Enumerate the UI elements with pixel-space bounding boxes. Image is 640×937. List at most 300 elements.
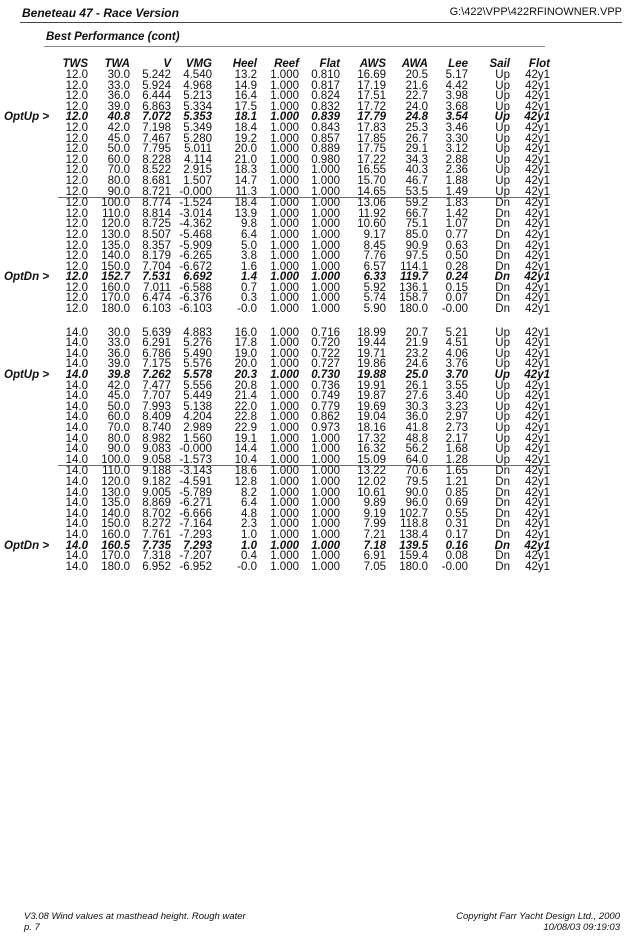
cell-twa: 40.8 [107,111,130,124]
cell-reef: 1.000 [270,400,299,413]
cell-tws: 14.0 [65,358,88,371]
cell-twa: 135.0 [101,239,130,252]
cell-flat: 0.716 [311,326,340,339]
cell-aws: 19.88 [357,369,386,382]
cell-twa: 42.0 [107,379,130,392]
cell-awa: 90.9 [405,239,428,252]
row-label: OptUp > [4,369,50,382]
cell-vmg: -3.143 [171,466,212,477]
cell-v: 6.952 [142,560,171,573]
cell-lee: 1.65 [428,466,468,477]
cell-twa: 30.0 [107,69,130,81]
cell-reef: 1.000 [257,198,299,209]
cell-twa: 100.0 [101,453,130,466]
cell-flot: 42y1 [525,486,550,499]
cell-sail: Dn [495,207,510,220]
cell-aws: 17.83 [357,121,386,134]
cell-v: 8.721 [142,185,171,198]
cell-flat: 0.889 [311,143,340,156]
cell-heel: 4.8 [241,507,257,520]
cell-tws: 14.0 [65,432,88,445]
cell-tws: 14.0 [65,347,88,360]
cell-vmg: -3.014 [179,207,212,220]
cell-aws: 11.92 [358,207,386,220]
cell-awa: 64.0 [405,453,428,466]
cell-sail: Dn [495,281,510,294]
cell-tws: 14.0 [65,400,88,413]
cell-aws: 19.69 [357,400,386,413]
cell-vmg: 5.011 [184,143,212,156]
column-header-aws: AWS [359,58,386,70]
cell-tws: 14.0 [65,497,88,510]
cell-vmg: 5.576 [183,358,212,371]
row-label [4,519,58,530]
cell-aws: 17.32 [357,432,386,445]
cell-awa: 180.0 [399,560,428,573]
cell-tws: 14.0 [65,486,88,499]
cell-reef: 1.000 [270,164,299,177]
cell-tws: 14.0 [65,411,88,424]
row-label [4,187,58,198]
cell-heel: 22.9 [234,422,257,434]
cell-lee: 3.98 [445,90,468,103]
cell-vmg: 4.883 [183,326,212,339]
cell-vmg: 5.276 [183,337,212,350]
cell-vmg: -6.271 [179,497,212,510]
column-header-heel: Heel [232,58,257,70]
cell-awa: 29.1 [405,143,428,156]
cell-awa: 158.7 [399,292,428,305]
cell-flot: 42y1 [525,497,550,510]
cell-sail: Dn [495,497,510,510]
cell-sail: Up [495,358,510,371]
cell-lee: 1.28 [445,453,468,466]
row-label [4,338,58,349]
row-label [4,283,58,294]
cell-sail: Dn [494,539,510,552]
header-divider [20,22,622,23]
cell-vmg: 6.692 [183,271,212,284]
cell-awa: 22.7 [405,90,428,103]
cell-flat: 0.973 [311,422,340,434]
cell-reef: 1.000 [270,207,299,220]
cell-twa: 80.0 [107,432,130,445]
row-label [4,530,58,541]
row-label [4,81,58,92]
cell-reef: 1.000 [270,453,299,466]
cell-aws: 17.22 [357,153,386,166]
cell-flot: 42y1 [525,207,550,220]
cell-tws: 14.0 [65,337,88,350]
cell-flot: 42y1 [525,411,550,424]
cell-tws: 12.0 [65,207,88,220]
cell-reef: 1.000 [270,121,299,134]
cell-sail: Up [495,390,510,403]
cell-twa: 70.0 [107,164,130,177]
cell-lee: 0.77 [445,228,468,241]
cell-flat: 0.730 [311,369,340,382]
label-column-header [4,58,58,70]
cell-aws: 17.79 [357,111,386,124]
cell-awa: 26.7 [405,132,428,145]
cell-awa: 20.5 [405,69,428,81]
cell-awa: 53.5 [405,185,428,198]
cell-awa: 114.1 [400,260,428,273]
cell-v: 7.011 [143,281,171,294]
cell-v: 5.639 [142,326,171,339]
cell-sail: Up [495,100,510,113]
cell-sail: Up [495,174,510,187]
cell-flot: 42y1 [525,143,550,156]
cell-v: 7.707 [142,390,171,403]
cell-twa: 33.0 [107,79,130,92]
cell-heel: 20.0 [234,358,257,371]
cell-vmg: -4.362 [179,218,212,231]
cell-lee: 3.46 [445,121,468,134]
table-row [4,176,550,187]
cell-lee: 3.76 [445,358,468,371]
cell-heel: 11.3 [235,185,257,198]
cell-vmg: 5.138 [183,400,212,413]
cell-reef: 1.000 [270,539,299,552]
cell-v: 8.357 [142,239,171,252]
cell-heel: 22.0 [234,400,257,413]
row-label [4,412,58,423]
row-label [4,423,58,434]
cell-sail: Up [495,453,510,466]
cell-awa: 48.8 [405,432,428,445]
cell-heel: 16.4 [234,90,257,103]
cell-twa: 160.0 [101,281,130,294]
row-label [4,391,58,402]
cell-tws: 14.0 [65,379,88,392]
cell-reef: 1.000 [270,507,299,520]
spacer-cell [4,315,550,328]
cell-aws: 6.91 [363,550,386,563]
cell-reef: 1.000 [270,379,299,392]
cell-lee: 0.50 [445,250,468,263]
cell-sail: Dn [495,475,510,488]
cell-tws: 12.0 [65,143,88,156]
footer-right [456,911,620,933]
table-row [4,455,550,466]
cell-twa: 70.0 [107,422,130,434]
cell-aws: 9.89 [363,497,386,510]
cell-lee: 0.17 [445,528,468,541]
cell-vmg: 7.293 [183,539,212,552]
cell-vmg: -6.666 [179,507,212,520]
cell-flat: 1.000 [311,239,340,252]
cell-heel: 6.4 [241,497,257,510]
cell-heel: 16.0 [234,326,257,339]
cell-reef: 1.000 [270,422,299,434]
cell-flat: 1.000 [311,539,340,552]
cell-aws: 13.06 [340,198,386,209]
section-title: Best Performance (cont) [46,31,180,43]
row-label [4,198,58,209]
table-row [4,123,550,134]
cell-sail: Up [495,143,510,156]
cell-flot: 42y1 [525,164,550,177]
cell-tws: 12.0 [65,281,88,294]
cell-sail: Up [495,443,510,456]
cell-sail: Dn [495,250,510,263]
cell-aws: 18.16 [357,422,386,434]
cell-tws: 12.0 [65,228,88,241]
cell-sail: Up [495,121,510,134]
cell-flat: 1.000 [311,207,340,220]
cell-flat: 0.843 [311,121,340,134]
row-label [4,551,58,562]
cell-reef: 1.000 [270,347,299,360]
cell-tws: 12.0 [65,271,88,284]
cell-lee: 3.12 [445,143,468,156]
column-header-twa: TWA [104,58,130,70]
cell-aws: 6.33 [363,271,386,284]
cell-heel: 17.5 [234,100,257,113]
column-header-reef: Reef [274,58,299,70]
cell-flat: 0.832 [311,100,340,113]
cell-flot: 42y1 [525,185,550,198]
cell-flot: 42y1 [525,121,550,134]
cell-flat: 1.000 [311,271,340,284]
cell-lee: 1.88 [445,174,468,187]
cell-sail: Up [495,164,510,177]
row-label [4,209,58,220]
cell-aws: 9.17 [363,228,386,241]
cell-v: 8.272 [142,518,171,531]
cell-flat: 1.000 [311,528,340,541]
cell-sail: Up [495,400,510,413]
cell-vmg: -6.672 [179,260,212,273]
cell-flat: 1.000 [311,432,340,445]
cell-lee: 1.68 [445,443,468,456]
cell-v: 9.182 [142,475,171,488]
cell-flat: 0.810 [311,69,340,81]
cell-aws: 7.76 [363,250,386,263]
cell-aws: 17.85 [357,132,386,145]
cell-flot: 42y1 [525,347,550,360]
cell-flat: 0.722 [311,347,340,360]
cell-reef: 1.000 [270,337,299,350]
cell-twa: 50.0 [107,400,130,413]
cell-flat: 1.000 [299,198,340,209]
cell-awa: 34.3 [405,153,428,166]
cell-flot: 42y1 [525,443,550,456]
cell-reef: 1.000 [270,432,299,445]
cell-v: 9.083 [142,443,171,456]
cell-twa: 90.0 [107,443,130,456]
cell-aws: 16.69 [357,69,386,81]
cell-lee: 1.07 [445,218,468,231]
cell-flat: 1.000 [311,560,340,573]
cell-sail: Dn [495,239,510,252]
cell-tws: 12.0 [65,174,88,187]
cell-awa: 46.7 [405,174,428,187]
cell-twa: 135.0 [101,497,130,510]
cell-v: 6.291 [142,337,171,350]
cell-v: 8.522 [142,164,171,177]
cell-flot: 42y1 [525,174,550,187]
cell-lee: 1.21 [445,475,468,488]
cell-tws: 12.0 [65,132,88,145]
footer-page-number: p. 7 [24,922,40,933]
cell-reef: 1.000 [270,271,299,284]
cell-reef: 1.000 [270,486,299,499]
cell-twa: 36.0 [107,90,130,103]
cell-tws: 14.0 [65,390,88,403]
cell-twa: 39.0 [107,358,130,371]
cell-flat: 1.000 [311,292,340,305]
cell-flat: 0.727 [311,358,340,371]
cell-awa: 20.7 [405,326,428,339]
cell-heel: 18.4 [212,198,257,209]
cell-lee: -0.00 [441,560,468,573]
cell-lee: 0.16 [445,539,468,552]
row-label: OptUp > [4,111,50,124]
cell-twa: 140.0 [101,507,130,520]
cell-awa: 102.7 [399,507,428,520]
cell-flot: 42y1 [525,79,550,92]
cell-flot: 42y1 [525,153,550,166]
cell-twa: 45.0 [107,132,130,145]
cell-heel: 10.4 [234,453,257,466]
cell-reef: 1.000 [270,390,299,403]
cell-twa: 130.0 [101,486,130,499]
row-label [4,402,58,413]
cell-lee: 0.69 [445,497,468,510]
cell-heel: 1.6 [241,260,257,273]
cell-twa: 180.0 [101,560,130,573]
row-label [4,155,58,166]
cell-reef: 1.000 [270,79,299,92]
table-row [4,304,550,315]
cell-vmg: 5.449 [183,390,212,403]
cell-flot: 42y1 [525,400,550,413]
cell-vmg: -1.524 [171,198,212,209]
cell-aws: 5.74 [363,292,386,305]
cell-tws: 14.0 [65,560,88,573]
cell-flot: 42y1 [510,466,550,477]
cell-tws: 14.0 [65,539,88,552]
cell-aws: 17.19 [357,79,386,92]
cell-heel: 21.0 [234,153,257,166]
cell-aws: 17.75 [357,143,386,156]
column-header-sail: Sail [489,58,510,70]
cell-heel: 3.8 [241,250,257,263]
row-label [4,509,58,520]
row-label [4,328,58,339]
cell-aws: 7.99 [363,518,386,531]
cell-vmg: -1.573 [179,453,212,466]
cell-vmg: -7.164 [179,518,212,531]
cell-v: 8.774 [130,198,171,209]
cell-v: 8.869 [142,497,171,510]
cell-sail: Up [495,432,510,445]
cell-vmg: 5.490 [183,347,212,360]
cell-flot: 42y1 [525,390,550,403]
cell-lee: 0.24 [445,271,468,284]
cell-flot: 42y1 [525,507,550,520]
cell-awa: 36.0 [405,411,428,424]
cell-v: 5.242 [142,69,171,81]
column-header-awa: AWA [401,58,428,70]
cell-twa: 90.0 [107,185,130,198]
cell-aws: 5.90 [363,303,386,316]
cell-flat: 0.749 [311,390,340,403]
cell-twa: 30.0 [107,326,130,339]
cell-flat: 0.862 [311,411,340,424]
cell-reef: 1.000 [270,292,299,305]
cell-reef: 1.000 [270,411,299,424]
cell-vmg: -7.293 [179,528,212,541]
block-spacer [4,315,550,328]
row-label: OptDn > [4,271,50,284]
cell-sail: Dn [495,528,510,541]
cell-flot: 42y1 [525,239,550,252]
cell-reef: 1.000 [270,228,299,241]
cell-twa: 42.0 [107,121,130,134]
row-label [4,349,58,360]
cell-lee: 5.17 [445,69,468,81]
cell-tws: 12.0 [65,239,88,252]
row-label [4,176,58,187]
cell-aws: 19.71 [357,347,386,360]
cell-aws: 7.18 [363,539,386,552]
cell-tws: 12.0 [65,218,88,231]
cell-vmg: 4.968 [183,79,212,92]
cell-flot: 42y1 [524,539,550,552]
cell-aws: 9.19 [363,507,386,520]
cell-lee: 0.85 [445,486,468,499]
cell-twa: 100.0 [88,198,130,209]
cell-heel: 8.2 [241,486,257,499]
cell-tws: 14.0 [65,528,88,541]
cell-sail: Dn [495,218,510,231]
cell-v: 7.175 [142,358,171,371]
cell-awa: 70.6 [386,466,428,477]
cell-twa: 36.0 [107,347,130,360]
cell-awa: 118.8 [400,518,428,531]
cell-aws: 19.91 [357,379,386,392]
cell-tws: 12.0 [65,185,88,198]
cell-flat: 1.000 [311,497,340,510]
cell-awa: 119.7 [400,271,428,284]
cell-awa: 85.0 [405,228,428,241]
cell-heel: 2.3 [241,518,257,531]
cell-v: 9.005 [142,486,171,499]
column-header-flot: Flot [528,58,550,70]
cell-reef: 1.000 [270,250,299,263]
cell-vmg: -0.000 [179,185,212,198]
cell-v: 6.474 [142,292,171,305]
cell-vmg: 5.213 [183,90,212,103]
cell-reef: 1.000 [270,111,299,124]
cell-lee: 3.30 [445,132,468,145]
cell-flot: 42y1 [510,198,550,209]
cell-flat: 0.736 [311,379,340,392]
cell-v: 7.318 [142,550,171,563]
cell-heel: 1.0 [241,528,257,541]
row-label [4,466,58,477]
cell-reef: 1.000 [270,143,299,156]
cell-lee: 4.06 [445,347,468,360]
cell-sail: Dn [495,560,510,573]
cell-flot: 42y1 [525,281,550,294]
cell-heel: 1.0 [241,539,257,552]
cell-heel: 20.0 [234,143,257,156]
cell-flot: 42y1 [525,132,550,145]
